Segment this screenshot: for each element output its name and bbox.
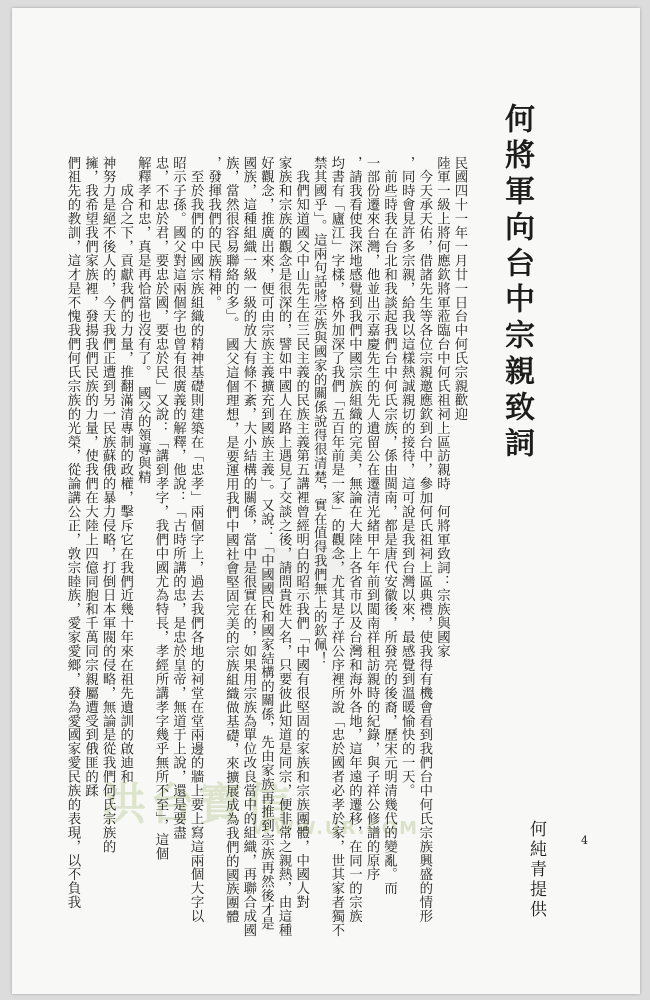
body-line: 解釋孝和忠，真是再恰當也沒有了。 國父的領導與精 [135, 156, 151, 485]
page-mark: 4 [578, 834, 591, 847]
body-line: 族，當然很容易聯絡的多」。 國父這個理想，是要運用我們中國社會堅固完美的宗族組織做基礎，來擴展成為我們的國族團體 [223, 156, 239, 924]
body-line: 好觀念，推廣出來，便可由宗族主義擴充到國族主義」。又說：「中國國民和國家結構的關係，先由家族再推到宗族再然後才是 [258, 156, 274, 931]
body-text [63, 156, 468, 976]
body-line: 一部份遷來台灣，他並出示嘉慶先生的先人遺留公在遷清光緒甲午年前到閩南祥租訪親時的紀錄，與子祥公修譜的原序 [364, 156, 380, 882]
body-line: 家族和宗族的觀念是很深的，譬如中國人在路上遇見了交談之後，請問貴姓大名，只要彼此知道是同宗，便非常之親熱，由這種 [276, 156, 292, 938]
body-line: 陸軍一級上將何應欽將軍蒞臨台中何氏祖祠上區訪親時 何將軍致詞：宗族與國家 [434, 156, 450, 659]
body-line: 國族，這種組織一級一級的放大有條不紊，大小結構的關係，當中是很實在的，如果用宗族為單位改良當中的組織，再聯合成國 [240, 156, 256, 938]
body-line: 今天承天佑，借諸先生等各位宗親邀應欽到台中，參加何氏祖祠上區典禮，使我得有機會看到我們台中何氏宗族興盛的情形 [416, 156, 432, 924]
watermark-url: WWW.UR.COM [252, 818, 420, 839]
body-line: 前些時我在台北和我談起我們台中何氏宗族，係由閩南，都是唐代安徽後，所發亮的後裔，歷宋元明清幾代的變亂。而 [381, 156, 397, 896]
body-line: 擁，我希望我們家族裡，發揚我們民族的力量，使我們在大陸上四億同胞和千萬同宗親屬遭受到俄匪的蹂 [82, 156, 98, 798]
body-line: 成合之下，貢獻我們的力量，推翻滿清專制的政權，擊斥它在我們近幾十年來在祖先遺訓的啟迪和 [117, 156, 133, 784]
body-line: 昭示子孫。國父對這兩個字也曾有很廣義的解釋，他說：「古時所講的忠，是忠於皇帝，無道于上說，還是要盡 [170, 156, 186, 840]
body-line: 神努力是絕不後人的，今天我們正遭到另一民族蘇俄的暴力侵略，打倒日本軍閥的侵略，無論是從我們何氏宗族的 [100, 156, 116, 854]
body-line: ，請我看使我深地感覺到我們中國宗族組織的完美，無論在大陸上各省市以及台灣和海外各地，這年遠的遷移，在同一的宗族 [346, 156, 362, 924]
body-line: ，同時會見許多宗親，給我以這樣熱誠親切的接待，這可說是我到台灣以來，最感覺到溫暖愉快的一天。 [399, 156, 415, 798]
body-line: 忠，不忠於君，要忠於國，要忠於民」又說：「講到孝字，我們中國尤為特長，孝經所講孝字幾乎無所不至」，這個 [152, 156, 168, 861]
document-page [12, 8, 640, 994]
body-line: 均書有「廬江」字樣，格外加深了我們「五百年前是一家」的觀念，尤其是子祥公序裡所說「忠於國者必孝於家，世其家者獨不 [328, 156, 344, 938]
body-line: 民國四十一年一月廿一日台中何氏宗親歡迎 [452, 156, 467, 422]
body-line: 我們知道國父中山先生在三民主義的民族主義第五講裡曾經明白的昭示我們「中國有很堅固的家族和宗族團體，中國人對 [293, 156, 309, 910]
article-title: 何將軍向台中宗親致詞 [499, 103, 534, 463]
body-line: 至於我們的中國宗族組織的精神基礎則建築在「忠孝」兩個字上，過去我們各地的祠堂在堂兩邊的牆上要上寫這兩個大字以 [188, 156, 204, 924]
body-line: 們祖先的教訓，這才是不愧我們何氏宗族的光榮，從論講公正，敦宗睦族，愛家愛鄉，發為愛國家愛民族的表現，以不負我 [64, 156, 80, 910]
body-line: 禁其國乎」。這兩句話將宗族與國家的關係說得很清楚，實在值得我們無上的欽佩！ [311, 156, 327, 666]
author-credit: 何純青提供 [526, 820, 546, 920]
watermark-text: 洪台寶信 [102, 779, 294, 830]
body-line: ，發揮我們的民族精神。 [205, 156, 221, 310]
